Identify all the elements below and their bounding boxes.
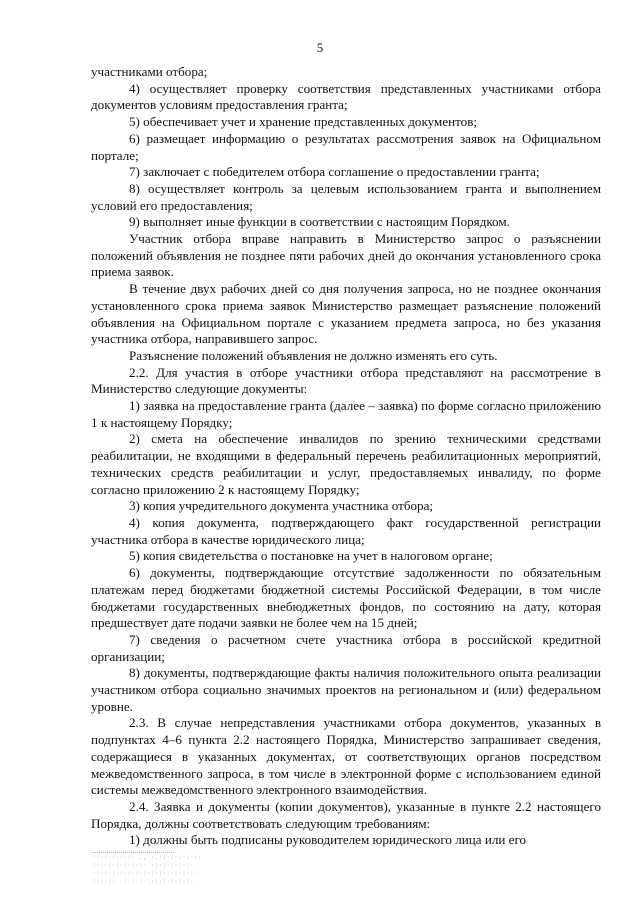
paragraph: 2.4. Заявка и документы (копии документов), указанные в пункте 2.2 настоящего Порядка, должны соответствовать следующим требованиям:	[91, 798, 601, 831]
paragraph: 8) осуществляет контроль за целевым использованием гранта и выполнением условий его предоставления;	[91, 180, 601, 213]
registration-stamp: ·:·:·:·:·:· ,, ·.·:·:·:·:·:· :·:·:·:·:·:·:· ·:·:·:·:·:· ·:·:·:·:·:·:·:·:·:·:·:·:·:· :·:·:· ·:·:·:·:·:·:·:·:·:·	[92, 852, 174, 893]
paragraph: 2.3. В случае непредставления участниками отбора документов, указанных в подпунктах 4–6 пункта 2.2 настоящего Порядка, Министерство запрашивает сведения, содержащиеся в указанных документах, от соответствующих органов посредством межведомственного запроса, в том числе в электронной форме с использованием единой системы межведомственного электронного взаимодействия.	[91, 715, 601, 798]
paragraph: 2.2. Для участия в отборе участники отбора представляют на рассмотрение в Министерство следующие документы:	[91, 364, 601, 397]
paragraph: 4) копия документа, подтверждающего факт государственной регистрации участника отбора в качестве юридического лица;	[91, 514, 601, 547]
paragraph: 7) сведения о расчетном счете участника отбора в российской кредитной организации;	[91, 631, 601, 664]
paragraph: 8) документы, подтверждающие факты наличия положительного опыта реализации участником отбора социально значимых проектов на региональном и (или) федеральном уровне.	[91, 665, 601, 714]
paragraph: 4) осуществляет проверку соответствия представленных участниками отбора документов условиям предоставления гранта;	[91, 80, 601, 113]
paragraph: Участник отбора вправе направить в Министерство запрос о разъяснении положений объявления не позднее пяти рабочих дней до окончания установленного срока приема заявок.	[91, 231, 601, 280]
paragraph: 1) должны быть подписаны руководителем юридического лица или его	[129, 832, 527, 848]
page-number: 5	[316, 40, 324, 55]
paragraph: В течение двух рабочих дней со дня получения запроса, но не позднее окончания установленного срока приема заявок Министерство размещает разъяснение положений объявления на Официальном портале с указанием предмета запроса, но без указания участника отбора, направившего запрос.	[91, 281, 601, 347]
paragraph: 6) документы, подтверждающие отсутствие задолженности по обязательным платежам перед бюджетами бюджетной системы Российской Федерации, в том числе бюджетами государственных внебюджетных фондов, по состоянию на дату, которая предшествует дате подачи заявки не более чем на 15 дней;	[91, 565, 601, 631]
paragraph: 3) копия учредительного документа участника отбора;	[129, 498, 434, 514]
paragraph: участниками отбора;	[91, 64, 208, 79]
paragraph: 6) размещает информацию о результатах рассмотрения заявок на Официальном портале;	[91, 130, 601, 163]
paragraph: 9) выполняет иные функции в соответствии с настоящим Порядком.	[129, 214, 510, 230]
document-body	[91, 64, 601, 849]
paragraph: 2) смета на обеспечение инвалидов по зрению техническими средствами реабилитации, не входящими в федеральный перечень реабилитационных мероприятий, технических средств реабилитации и услуг, предоставляемых инвалиду, по форме согласно приложению 2 к настоящему Порядку;	[91, 431, 601, 497]
paragraph: 5) копия свидетельства о постановке на учет в налоговом органе;	[129, 548, 493, 564]
paragraph: Разъяснение положений объявления не должно изменять его суть.	[129, 347, 498, 363]
paragraph: 7) заключает с победителем отбора соглашение о предоставлении гранта;	[129, 164, 540, 180]
paragraph: 5) обеспечивает учет и хранение представленных документов;	[129, 114, 478, 130]
paragraph: 1) заявка на предоставление гранта (далее – заявка) по форме согласно приложению 1 к настоящему Порядку;	[91, 398, 601, 430]
